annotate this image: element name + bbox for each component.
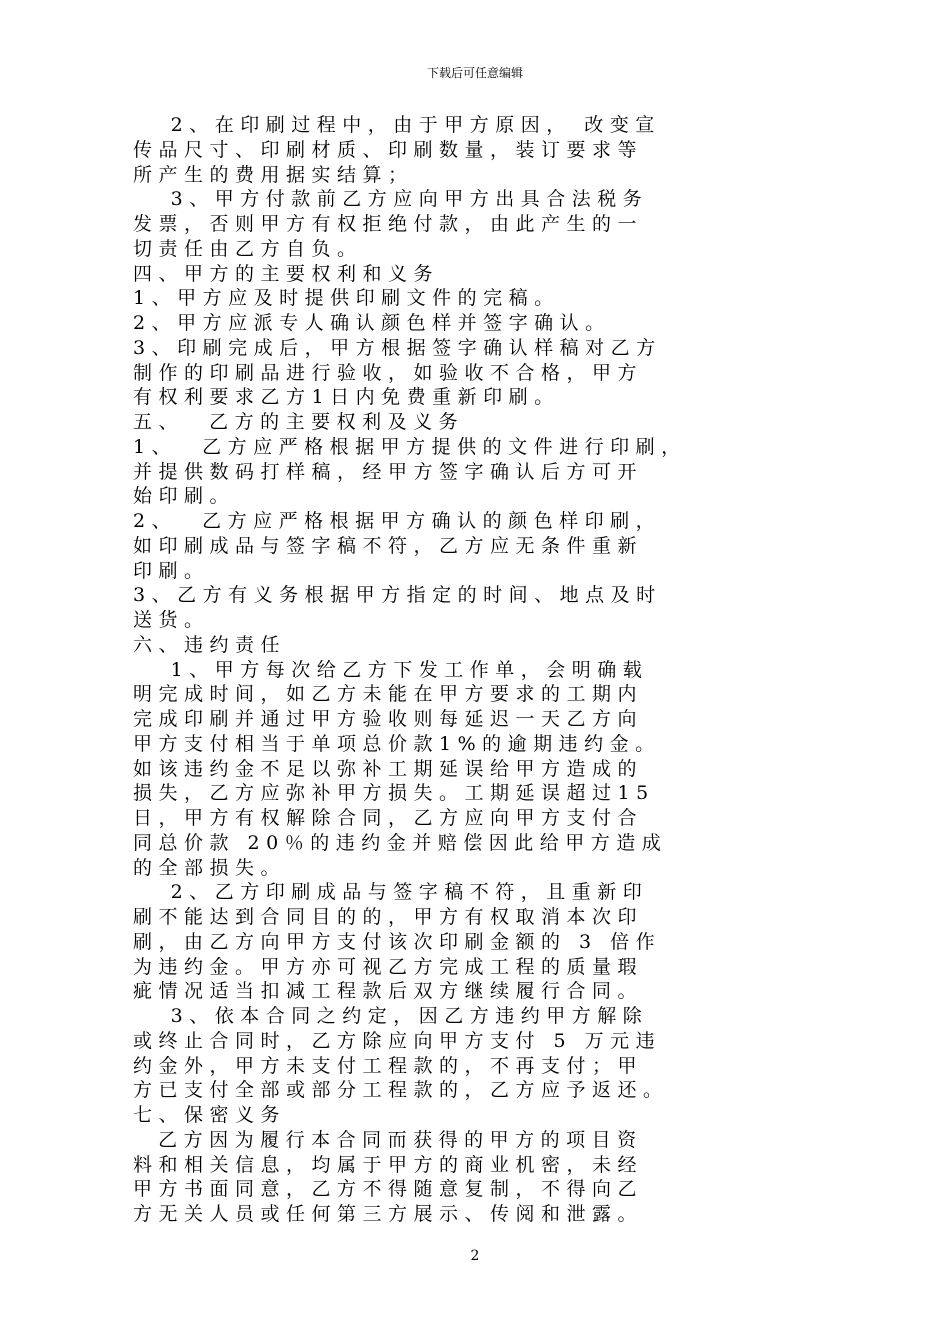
text-line: 所产生的费用据实结算； bbox=[133, 163, 414, 186]
text-line: 如该违约金不足以弥补工期延误给甲方造成的 bbox=[133, 757, 644, 780]
page-number: 2 bbox=[470, 1248, 480, 1264]
text-line: 2、甲方应派专人确认颜色样并签字确认。 bbox=[133, 312, 611, 334]
text-line: 或终止合同时，乙方除应向甲方支付 5 万元违 bbox=[133, 1029, 662, 1052]
section-heading: 六、违约责任 bbox=[133, 633, 287, 656]
text-line: 的全部损失。 bbox=[133, 856, 287, 879]
text-line: 甲方书面同意，乙方不得随意复制，不得向乙 bbox=[133, 1178, 644, 1201]
section-heading: 五、 乙方的主要权利及义务 bbox=[133, 411, 465, 433]
text-line: 1、甲方每次给乙方下发工作单，会明确载 bbox=[133, 658, 649, 681]
text-line: 乙方因为履行本合同而获得的甲方的项目资 bbox=[133, 1128, 643, 1151]
text-line: 甲方支付相当于单项总价款1%的逾期违约金。 bbox=[133, 732, 661, 755]
text-line: 3、甲方付款前乙方应向甲方出具合法税务 bbox=[133, 188, 649, 211]
text-line: 2、在印刷过程中，由于甲方原因， 改变宣 bbox=[133, 114, 661, 136]
text-line: 约金外，甲方未支付工程款的，不再支付；甲 bbox=[133, 1054, 644, 1077]
text-line: 刷，由乙方向甲方支付该次印刷金额的 3 倍作 bbox=[133, 930, 662, 953]
text-line: 送货。 bbox=[133, 609, 210, 631]
text-line: 3、依本合同之约定，因乙方违约甲方解除 bbox=[133, 1005, 649, 1027]
text-line: 发票，否则甲方有权拒绝付款，由此产生的一 bbox=[133, 213, 644, 235]
text-line: 方已支付全部或部分工程款的，乙方应予返还。 bbox=[133, 1079, 669, 1102]
text-line: 有权利要求乙方1日内免费重新印刷。 bbox=[133, 386, 560, 409]
text-line: 料和相关信息，均属于甲方的商业机密，未经 bbox=[133, 1153, 644, 1176]
text-line: 3、乙方有义务根据甲方指定的时间、地点及时 bbox=[133, 584, 662, 607]
document-body bbox=[133, 113, 823, 1227]
text-line: 1、甲方应及时提供印刷文件的完稿。 bbox=[133, 287, 560, 310]
text-line: 疵情况适当扣减工程款后双方继续履行合同。 bbox=[133, 980, 644, 1003]
text-line: 刷不能达到合同目的的，甲方有权取消本次印 bbox=[133, 906, 644, 928]
text-line: 日，甲方有权解除合同，乙方应向甲方支付合 bbox=[133, 807, 644, 829]
text-line: 1、 乙方应严格根据甲方提供的文件进行印刷， bbox=[133, 435, 687, 458]
text-line: 始印刷。 bbox=[133, 485, 236, 508]
text-line: 如印刷成品与签字稿不符，乙方应无条件重新 bbox=[133, 534, 644, 557]
section-heading: 七、保密义务 bbox=[133, 1104, 287, 1126]
text-line: 损失，乙方应弥补甲方损失。工期延误超过15 bbox=[133, 782, 655, 805]
page-header: 下载后可任意编辑 bbox=[426, 66, 523, 80]
text-line: 完成印刷并通过甲方验收则每延迟一天乙方向 bbox=[133, 708, 644, 730]
text-line: 印刷。 bbox=[133, 559, 210, 582]
text-line: 2、乙方印刷成品与签字稿不符，且重新印 bbox=[133, 881, 649, 904]
text-line: 为违约金。甲方亦可视乙方完成工程的质量瑕 bbox=[133, 955, 644, 978]
text-line: 传品尺寸、印刷材质、印刷数量，装订要求等 bbox=[133, 138, 644, 161]
text-line: 方无关人员或任何第三方展示、传阅和泄露。 bbox=[133, 1203, 644, 1225]
text-line: 并提供数码打样稿，经甲方签字确认后方可开 bbox=[133, 460, 644, 483]
text-line: 同总价款 20％的违约金并赔偿因此给甲方造成 bbox=[133, 831, 668, 854]
text-line: 3、印刷完成后，甲方根据签字确认样稿对乙方 bbox=[133, 336, 662, 359]
text-line: 明完成时间，如乙方未能在甲方要求的工期内 bbox=[133, 683, 644, 706]
section-heading: 四、甲方的主要权利和义务 bbox=[133, 262, 440, 285]
text-line: 制作的印刷品进行验收，如验收不合格，甲方 bbox=[133, 361, 644, 384]
text-line: 2、 乙方应严格根据甲方确认的颜色样印刷， bbox=[133, 510, 662, 532]
text-line: 切责任由乙方自负。 bbox=[133, 237, 363, 260]
